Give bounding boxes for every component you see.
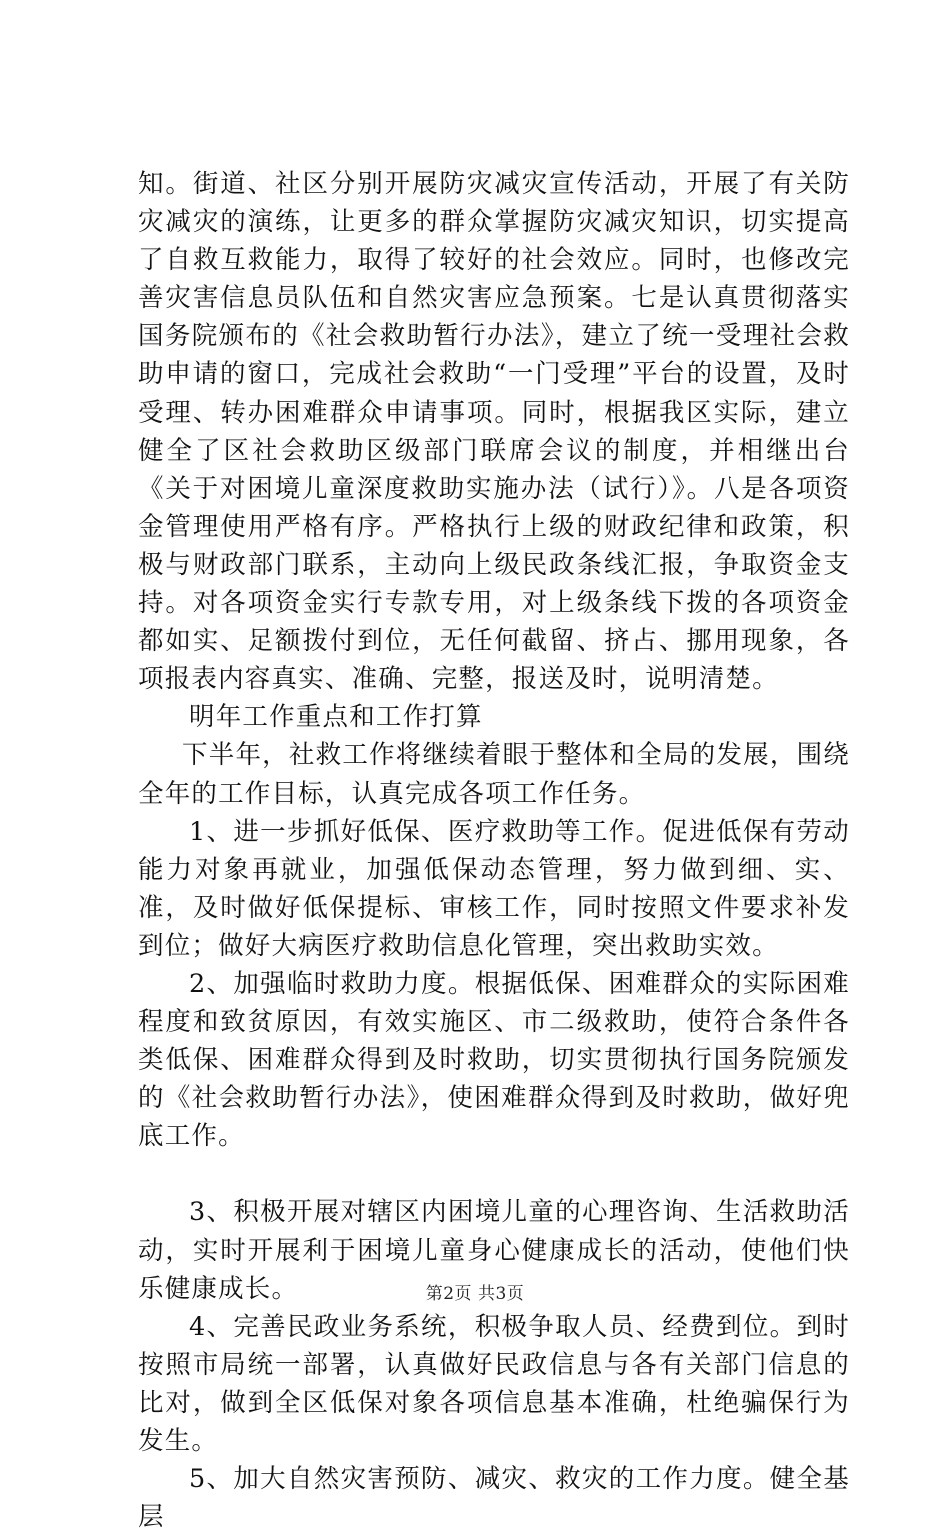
paragraph-second-half-year: 下半年，社救工作将继续着眼于整体和全局的发展，围绕全年的工作目标，认真完成各项工作任务。 bbox=[138, 740, 850, 809]
section-heading-next-year-plan: 明年工作重点和工作打算 bbox=[189, 702, 483, 733]
document-body bbox=[138, 165, 850, 1536]
paragraph-summary-continued: 知。街道、社区分别开展防灾减灾宣传活动，开展了有关防灾减灾的演练，让更多的群众掌握防灾减灾知识，切实提高了自救互救能力，取得了较好的社会效应。同时，也修改完善灾害信息员队伍和自然灾害应急预案。七是认真贯彻落实国务院颁布的《社会救助暂行办法》，建立了统一受理社会救助申请的窗口，完成社会救助“一门受理”平台的设置，及时受理、转办困难群众申请事项。同时，根据我区实际，建立健全了区社会救助区级部门联席会议的制度，并相继出台《关于对困境儿童深度救助实施办法（试行）》。八是各项资金管理使用严格有序。严格执行上级的财政纪律和政策，积极与财政部门联系，主动向上级民政条线汇报，争取资金支持。对各项资金实行专款专用，对上级条线下拨的各项资金都如实、足额拨付到位，无任何截留、挤占、挪用现象，各项报表内容真实、准确、完整，报送及时，说明清楚。 bbox=[138, 169, 850, 695]
paragraph-item-1: 1、进一步抓好低保、医疗救助等工作。促进低保有劳动能力对象再就业，加强低保动态管理，努力做到细、实、准，及时做好低保提标、审核工作，同时按照文件要求补发到位；做好大病医疗救助信息化管理，突出救助实效。 bbox=[138, 816, 850, 961]
paragraph-item-2: 2、加强临时救助力度。根据低保、困难群众的实际困难程度和致贫原因，有效实施区、市二级救助，使符合条件各类低保、困难群众得到及时救助，切实贯彻执行国务院颁发的《社会救助暂行办法》，使困难群众得到及时救助，做好兜底工作。 bbox=[138, 968, 850, 1152]
paragraph-item-5: 5、加大自然灾害预防、减灾、救灾的工作力度。健全基层 bbox=[138, 1464, 850, 1533]
paragraph-spacer bbox=[138, 1155, 850, 1193]
page-number-footer: 第2页 共3页 bbox=[425, 1284, 525, 1304]
paragraph-item-4: 4、完善民政业务系统，积极争取人员、经费到位。到时按照市局统一部署，认真做好民政信息与各有关部门信息的比对，做到全区低保对象各项信息基本准确，杜绝骗保行为发生。 bbox=[138, 1311, 850, 1456]
paragraph-item-3: 3、积极开展对辖区内困境儿童的心理咨询、生活救助活动，实时开展利于困境儿童身心健康成长的活动，使他们快乐健康成长。 bbox=[138, 1197, 850, 1304]
